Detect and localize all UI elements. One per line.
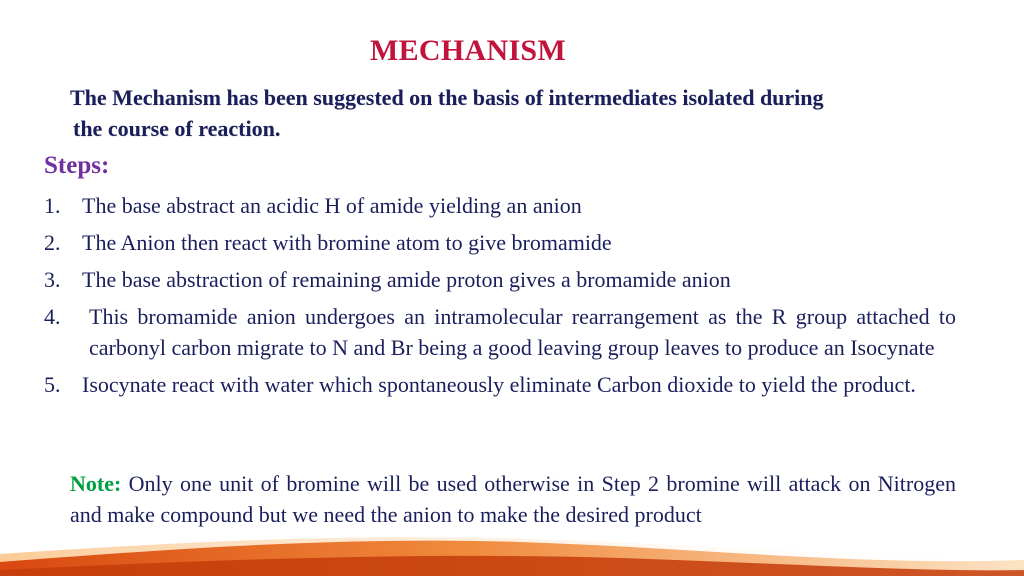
note-paragraph [70,468,956,530]
step-text: Isocynate react with water which spontaneously eliminate Carbon dioxide to yield the product. [82,372,916,397]
step-item-1 [44,190,956,221]
step-item-3 [44,264,956,295]
step-number: 5. [44,372,61,397]
note-label: Note: [70,471,122,496]
step-item-5 [44,369,956,400]
steps-list [44,190,956,406]
intro-line-1: The Mechanism has been suggested on the basis of intermediates isolated during [70,85,824,110]
step-item-2 [44,227,956,258]
step-item-4 [44,301,956,363]
note-text: Only one unit of bromine will be used otherwise in Step 2 bromine will attack on Nitrogen and make compound but we need the anion to make the desired product [70,471,957,527]
step-number: 4. [44,304,61,329]
step-text: The Anion then react with bromine atom to give bromamide [82,230,612,255]
step-text: This bromamide anion undergoes an intramolecular rearrangement as the R group attached to carbonyl carbon migrate to N and Br being a good leaving group leaves to produce an Isocynate [89,304,956,360]
step-number: 1. [44,193,61,218]
step-number: 2. [44,230,61,255]
slide-title: MECHANISM [369,34,567,67]
step-number: 3. [44,267,61,292]
step-text: The base abstraction of remaining amide proton gives a bromamide anion [82,267,731,292]
steps-heading: Steps: [44,152,110,179]
intro-paragraph [70,82,958,144]
intro-line-2: the course of reaction. [73,116,281,141]
step-text: The base abstract an acidic H of amide yielding an anion [82,193,582,218]
